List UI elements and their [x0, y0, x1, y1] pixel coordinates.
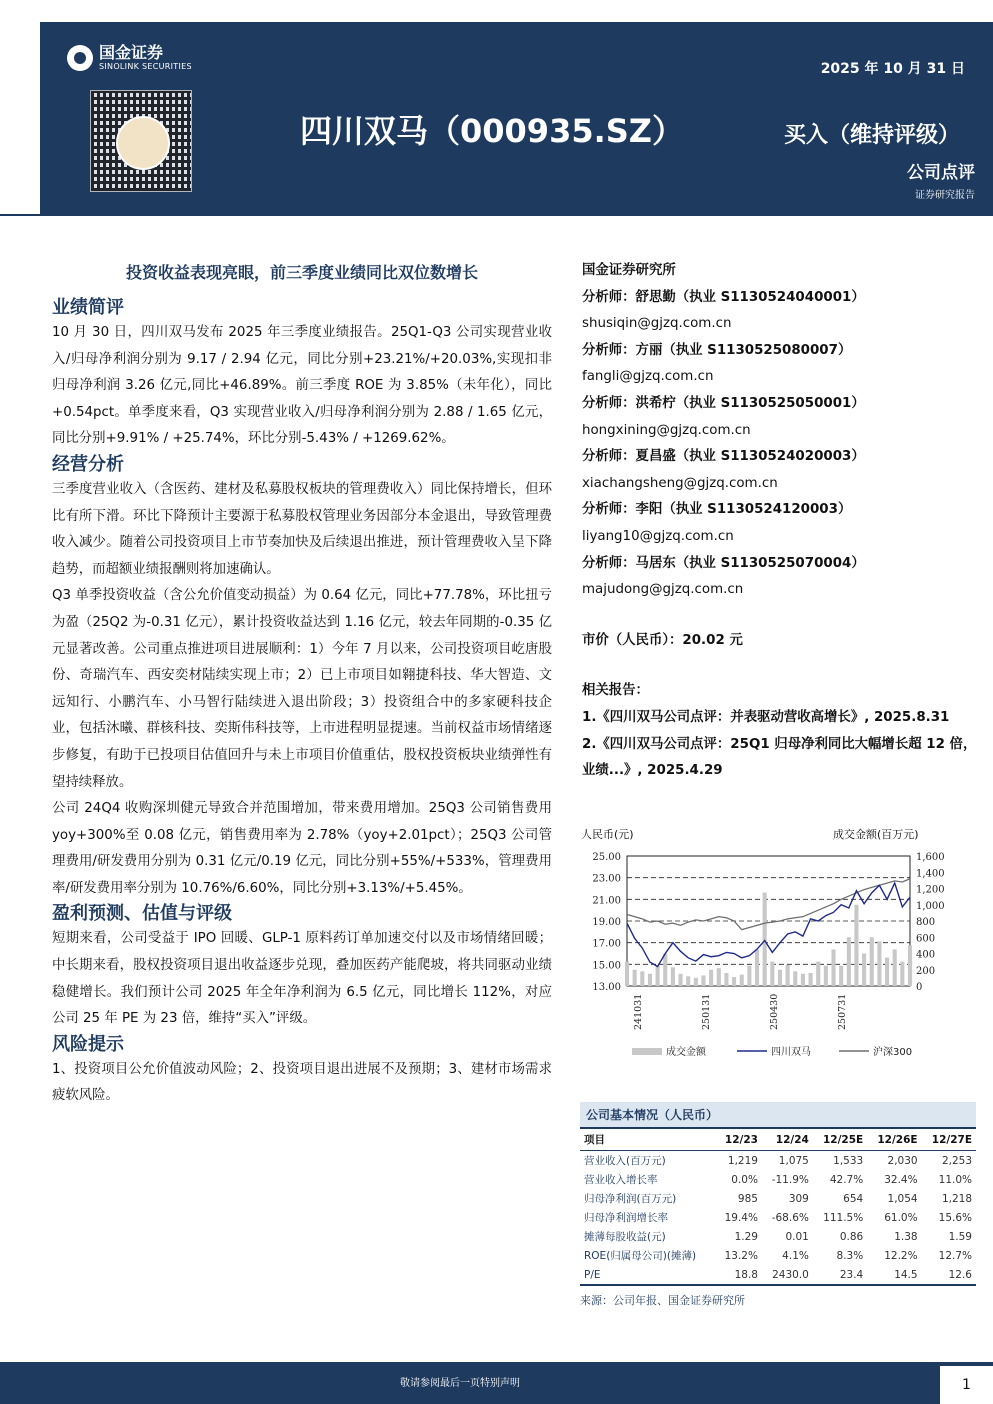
- left-tick-label: 23.00: [592, 873, 621, 885]
- volume-bar: [770, 962, 774, 986]
- table-row: [580, 1246, 976, 1265]
- footer-disclaimer: 敬请参阅最后一页特别声明: [400, 1378, 520, 1389]
- x-tick-label: 241031: [633, 993, 644, 1030]
- legend-label: 成交金额: [666, 1047, 706, 1058]
- table-cell: -11.9%: [771, 1173, 809, 1186]
- row-label: 营业收入增长率: [584, 1174, 658, 1186]
- table-bottom-rule: [580, 1284, 976, 1286]
- table-cell: 18.8: [734, 1268, 758, 1281]
- left-tick-label: 15.00: [592, 960, 621, 972]
- right-tick-label: 200: [916, 965, 936, 977]
- table-cell: 0.01: [785, 1230, 809, 1243]
- section-title-operations: 经营分析: [52, 453, 124, 475]
- market-price: 市价（人民币）：20.02 元: [582, 632, 743, 648]
- section-title-risks: 风险提示: [52, 1033, 124, 1055]
- company-logo: [67, 44, 192, 71]
- volume-bar: [801, 974, 805, 986]
- table-cell: 12.7%: [938, 1249, 972, 1262]
- row-label: 归母净利润增长率: [584, 1212, 668, 1224]
- analyst-email[interactable]: liyang10@gjzq.com.cn: [582, 528, 734, 544]
- legend-swatch-volume: [632, 1048, 662, 1055]
- report-subtype: 证券研究报告: [915, 190, 975, 201]
- stock-series-line: [627, 883, 910, 966]
- table-cell: 1,054: [887, 1192, 918, 1205]
- logo-mark-icon: [67, 45, 93, 71]
- table-row: [580, 1265, 976, 1284]
- table-cell: 0.0%: [731, 1173, 758, 1186]
- table-cell: 309: [788, 1192, 809, 1205]
- table-cell: 13.2%: [724, 1249, 758, 1262]
- column-header: 12/23: [715, 1129, 762, 1151]
- table-cell: 61.0%: [884, 1211, 918, 1224]
- analyst-email[interactable]: shusiqin@gjzq.com.cn: [582, 316, 732, 332]
- volume-bar: [648, 974, 652, 986]
- volume-bar: [854, 905, 858, 986]
- table-source: 来源：公司年报、国金证券研究所: [580, 1294, 745, 1307]
- volume-bar: [640, 971, 644, 986]
- analyst-line: 分析师：舒思勤（执业 S1130524040001）: [582, 289, 865, 305]
- section-title-forecast: 盈利预测、估值与评级: [52, 903, 232, 925]
- volume-bar: [709, 970, 713, 986]
- legend-label: 沪深300: [873, 1047, 913, 1058]
- report-type: 公司点评: [907, 163, 975, 183]
- table-cell: 4.1%: [782, 1249, 809, 1262]
- paragraph: Q3 单季投资收益（含公允价值变动损益）为 0.64 亿元，同比+77.78%，环比扭亏为盈（25Q2 为-0.31 亿元），累计投资收益达到 1.16 亿元，较去年同期的-0.35 亿元显著改善。公司重点推进项目进展顺利：1）今年 7 月以来，公司投资项目屹唐股份、奇瑞汽车、西安奕材陆续实现上市；2）已上市项目如翱捷科技、华大智造、文远知行、小鹏汽车、小马智行陆续进入退出阶段；3）投资组合中的多家硬科技企业，包括沐曦、群核科技、奕斯伟科技等，上市进程明显提速。当前权益市场情绪逐步修复，有助于已投项目估值回升与未上市项目价值重估，股权投资板块业绩弹性有望持续释放。: [52, 588, 552, 790]
- left-tick-label: 17.00: [592, 938, 621, 950]
- table-cell: 32.4%: [884, 1173, 918, 1186]
- volume-bar: [747, 966, 751, 986]
- volume-bar: [824, 966, 828, 986]
- paragraph: 1、投资项目公允价值波动风险；2、投资项目退出进展不及预期；3、建材市场需求疲软风险。: [52, 1061, 552, 1104]
- price-chart: [577, 818, 977, 1068]
- right-axis-label: 成交金额(百万元): [833, 828, 919, 841]
- volume-bar: [877, 941, 881, 986]
- page-number: 1: [940, 1366, 993, 1404]
- paragraph: 三季度营业收入（含医药、建材及私募股权板块的管理费收入）同比保持增长，但环比有所下滑。环比下降预计主要源于私募股权管理业务因部分本金退出，导致管理费收入减少。随着公司投资项目上市节奏加快及后续退出推进，预计管理费收入呈下降趋势，而超额业绩报酬则将加速确认。: [52, 481, 552, 577]
- related-report-link[interactable]: 2.《四川双马公司点评：25Q1 归母净利同比大幅增长超 12 倍，业绩...》, 2025.4.29: [582, 736, 977, 779]
- table-cell: 2,253: [941, 1154, 972, 1167]
- qr-center-logo-icon: [116, 116, 170, 170]
- right-tick-label: 1,400: [916, 868, 945, 880]
- table-row: [580, 1151, 976, 1171]
- table-row: [580, 1208, 976, 1227]
- institute-name: 国金证券研究所: [582, 263, 676, 278]
- volume-bar: [671, 967, 675, 986]
- column-header: 12/25E: [813, 1129, 867, 1151]
- table-cell: 11.0%: [938, 1173, 972, 1186]
- right-tick-label: 1,000: [916, 900, 945, 912]
- table-cell: 1.38: [894, 1230, 918, 1243]
- volume-bar: [755, 949, 759, 986]
- volume-bar: [740, 975, 744, 986]
- rating-label: 买入（维持评级）: [783, 123, 960, 148]
- volume-bar: [694, 978, 698, 986]
- table-cell: 1,533: [833, 1154, 864, 1167]
- x-tick-label: 250131: [701, 993, 712, 1030]
- table-cell: 1.59: [948, 1230, 972, 1243]
- volume-bar: [870, 937, 874, 986]
- table-row: [580, 1170, 976, 1189]
- analyst-line: 分析师：李阳（执业 S1130524120003）: [582, 502, 852, 518]
- volume-bar: [678, 974, 682, 986]
- analyst-email[interactable]: fangli@gjzq.com.cn: [582, 369, 714, 385]
- table-cell: 15.6%: [938, 1211, 972, 1224]
- volume-bar: [633, 970, 637, 986]
- volume-bar: [839, 966, 843, 986]
- table-cell: 14.5: [894, 1268, 918, 1281]
- analyst-line: 分析师：夏昌盛（执业 S1130524020003）: [582, 449, 865, 465]
- left-tick-label: 25.00: [592, 852, 621, 863]
- right-tick-label: 400: [916, 949, 936, 961]
- table-cell: 42.7%: [829, 1173, 864, 1186]
- related-report-link[interactable]: 1.《四川双马公司点评：并表驱动营收高增长》, 2025.8.31: [582, 709, 950, 725]
- volume-bar: [793, 971, 797, 986]
- table-cell: 654: [843, 1192, 864, 1205]
- left-tick-label: 13.00: [592, 982, 621, 993]
- table-cell: 19.4%: [724, 1211, 758, 1224]
- volume-bar: [732, 977, 736, 986]
- volume-bar: [893, 949, 897, 986]
- stock-title: 四川双马（000935.SZ）: [300, 112, 685, 150]
- legend-label: 四川双马: [771, 1047, 811, 1058]
- volume-bar: [816, 962, 820, 986]
- volume-bar: [763, 893, 767, 986]
- report-headline: 投资收益表现亮眼，前三季度业绩同比双位数增长: [125, 263, 478, 282]
- table-cell: 0.86: [839, 1230, 864, 1243]
- column-header: 12/24: [762, 1129, 813, 1151]
- table-cell: 2430.0: [772, 1268, 809, 1281]
- table-cell: 12.2%: [884, 1249, 918, 1262]
- column-header: 项目: [580, 1129, 715, 1151]
- table-cell: 1.29: [734, 1230, 758, 1243]
- analyst-email[interactable]: hongxining@gjzq.com.cn: [582, 422, 751, 438]
- table-cell: 23.4: [839, 1268, 864, 1281]
- table-cell: 985: [737, 1192, 758, 1205]
- volume-bar: [885, 958, 889, 986]
- volume-bar: [686, 976, 690, 986]
- table-row: [580, 1227, 976, 1246]
- analyst-line: 分析师：方丽（执业 S1130525080007）: [582, 342, 852, 358]
- table-cell: 8.3%: [836, 1249, 864, 1262]
- volume-bar: [663, 954, 667, 987]
- logo-en-text: SINOLINK SECURITIES: [99, 62, 192, 71]
- volume-bar: [847, 937, 851, 986]
- right-tick-label: 1,200: [916, 884, 945, 896]
- right-tick-label: 0: [916, 982, 923, 993]
- volume-bar: [625, 962, 629, 986]
- table-row: [580, 1189, 976, 1208]
- volume-bar: [778, 970, 782, 986]
- main-text-column: [52, 262, 552, 1110]
- column-header: 12/26E: [867, 1129, 921, 1151]
- volume-bar: [724, 973, 728, 986]
- table-title: 公司基本情况（人民币）: [580, 1102, 976, 1129]
- row-label: 归母净利润(百万元): [584, 1193, 677, 1205]
- table-cell: 1,075: [778, 1154, 809, 1167]
- left-axis-label: 人民币(元): [581, 828, 634, 841]
- volume-bar: [701, 975, 705, 986]
- table-header-row: [580, 1129, 976, 1151]
- table-cell: 1,218: [941, 1192, 972, 1205]
- analyst-line: 分析师：洪希柠（执业 S1130525050001）: [582, 395, 865, 411]
- analyst-list: [582, 285, 982, 604]
- left-tick-label: 19.00: [592, 917, 621, 928]
- row-label: ROE(归属母公司)(摊薄): [584, 1250, 697, 1262]
- volume-bar: [908, 945, 912, 986]
- volume-bar: [831, 949, 835, 986]
- index-series-line: [627, 879, 910, 930]
- report-date: 2025 年 10 月 31 日: [820, 61, 965, 77]
- section-title-performance: 业绩简评: [52, 297, 124, 318]
- analyst-line: 分析师：马居东（执业 S1130525070004）: [582, 555, 865, 571]
- right-tick-label: 600: [916, 933, 936, 945]
- table-cell: 12.6: [948, 1268, 972, 1281]
- table-cell: 111.5%: [823, 1211, 864, 1224]
- logo-cn-text: 国金证券: [99, 43, 164, 62]
- volume-bar: [900, 962, 904, 986]
- x-tick-label: 250430: [769, 993, 780, 1030]
- left-tick-label: 21.00: [592, 895, 621, 907]
- right-tick-label: 800: [916, 917, 936, 928]
- table-cell: -68.6%: [771, 1211, 809, 1224]
- analyst-email[interactable]: majudong@gjzq.com.cn: [582, 582, 744, 598]
- paragraph: 短期来看，公司受益于 IPO 回暖、GLP-1 原料药订单加速交付以及市场情绪回暖；中长期来看，股权投资项目退出收益逐步兑现，叠加医药产能爬坡，将共同驱动业绩稳健增长。我们预计公司 2025 年全年净利润为 6.5 亿元，同比增长 112%，对应公司 25 年 PE 为 23 倍，维持“买入”评级。: [52, 931, 552, 1027]
- table-cell: 2,030: [887, 1154, 918, 1167]
- company-basics-table: [580, 1102, 976, 1308]
- row-label: P/E: [584, 1268, 601, 1281]
- volume-bar: [656, 966, 660, 986]
- sidebar-column: [582, 258, 982, 785]
- x-tick-label: 250731: [837, 993, 848, 1030]
- volume-bar: [717, 968, 721, 986]
- table-cell: 1,219: [727, 1154, 758, 1167]
- volume-bar: [862, 954, 866, 987]
- paragraph: 公司 24Q4 收购深圳健元导致合并范围增加，带来费用增加。25Q3 公司销售费用 yoy+300%至 0.08 亿元，销售费用率为 2.78%（yoy+2.01pct）；25Q3 公司管理费用/研发费用分别为 0.31 亿元/0.19 亿元，同比分别+55%/+533%，管理费用率/研发费用率分别为 10.76%/6.60%，同比分别+3.13%/+5.45%。: [52, 801, 552, 896]
- right-tick-label: 1,600: [916, 852, 945, 863]
- analyst-email[interactable]: xiachangsheng@gjzq.com.cn: [582, 475, 778, 491]
- volume-bar: [786, 965, 790, 986]
- volume-bar: [809, 973, 813, 986]
- financials-table: [580, 1129, 976, 1284]
- row-label: 摊薄每股收益(元): [584, 1231, 666, 1243]
- paragraph: 10 月 30 日，四川双马发布 2025 年三季度业绩报告。25Q1-Q3 公司实现营业收入/归母净利润分别为 9.17 / 2.94 亿元，同比分别+23.21%/+20.03%,实现扣非归母净利润 3.26 亿元,同比+46.89%。前三季度 ROE 为 3.85%（未年化），同比+0.54pct。单季度来看，Q3 实现营业收入/归母净利润分别为 2.88 / 1.65 亿元，同比分别+9.91% / +25.74%，环比分别-5.43% / +1269.62%。: [52, 325, 552, 447]
- header-divider: [0, 214, 993, 216]
- row-label: 营业收入(百万元): [584, 1155, 666, 1167]
- related-reports-title: 相关报告：: [582, 683, 649, 699]
- column-header: 12/27E: [922, 1129, 976, 1151]
